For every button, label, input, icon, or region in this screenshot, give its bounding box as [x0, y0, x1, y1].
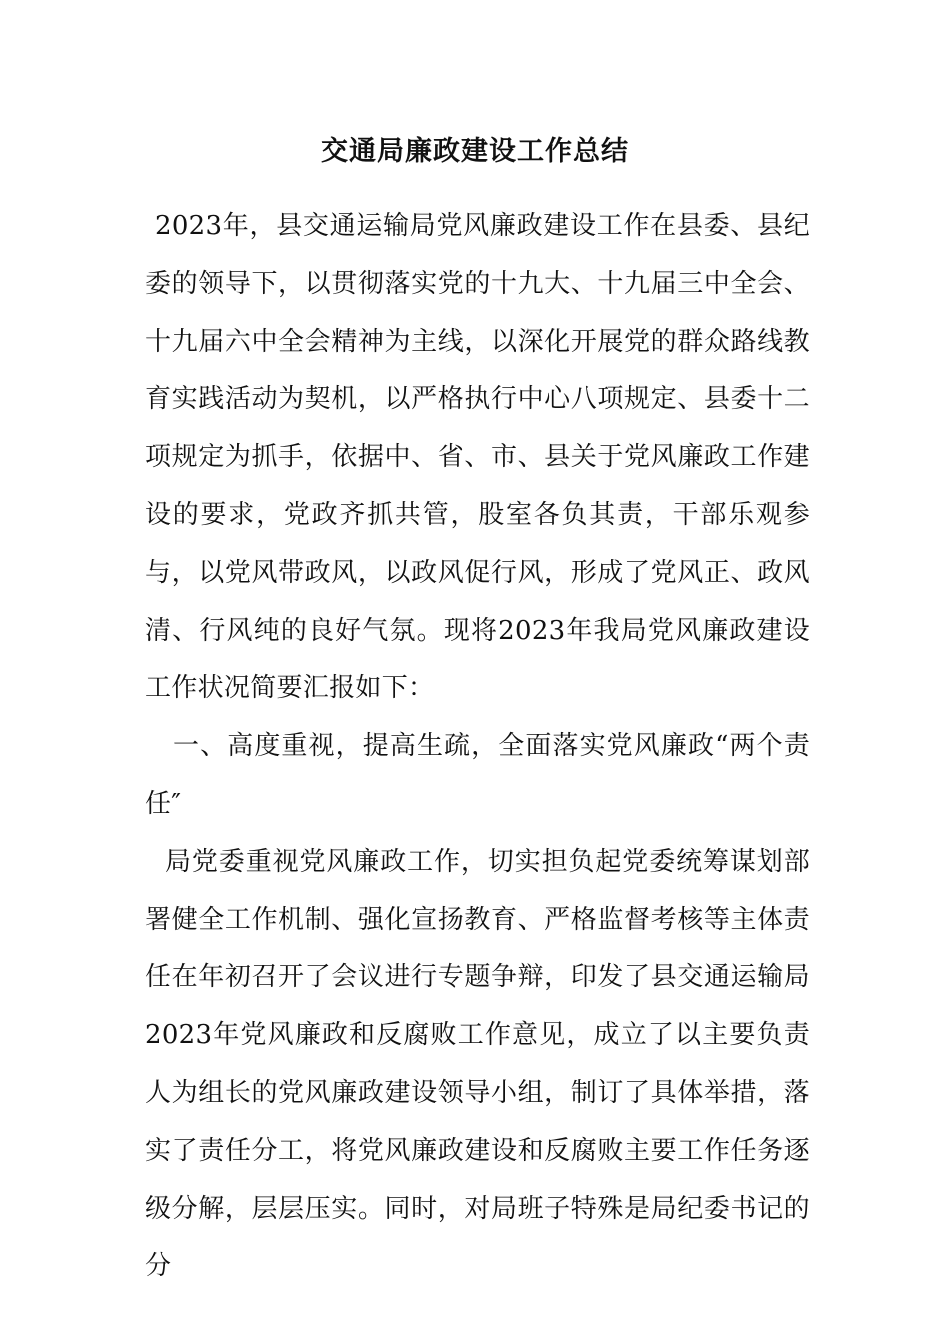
paragraph-section-1: 局党委重视党风廉政工作，切实担负起党委统筹谋划部署健全工作机制、强化宣扬教育、严格监督考核等主体责任在年初召开了会议进行专题争辩，印发了县交通运输局2023年党风廉政和反腐败工作意见，成立了以主要负责人为组长的党风廉政建设领导小组，制订了具体举措，落实了责任分工，将党风廉政建设和反腐败主要工作任务逐级分解，层层压实。同时，对局班子特殊是局纪委书记的分: [145, 846, 810, 1282]
document-body: [145, 198, 810, 1296]
document-title: 交通局廉政建设工作总结: [321, 136, 629, 167]
paragraph-intro: 2023年，县交通运输局党风廉政建设工作在县委、县纪委的领导下，以贯彻落实党的十九大、十九届三中全会、十九届六中全会精神为主线，以深化开展党的群众路线教育实践活动为契机，以严格执行中心八项规定、县委十二项规定为抓手，依据中、省、市、县关于党风廉政工作建设的要求，党政齐抓共管，股室各负其责，干部乐观参与，以党风带政风，以政风促行风，形成了党风正、政风清、行风纯的良好气氛。现将2023年我局党风廉政建设工作状况简要汇报如下：: [145, 211, 810, 704]
section-heading-1: 一、高度重视，提高生疏，全面落实党风廉政“两个责任″: [145, 731, 810, 819]
